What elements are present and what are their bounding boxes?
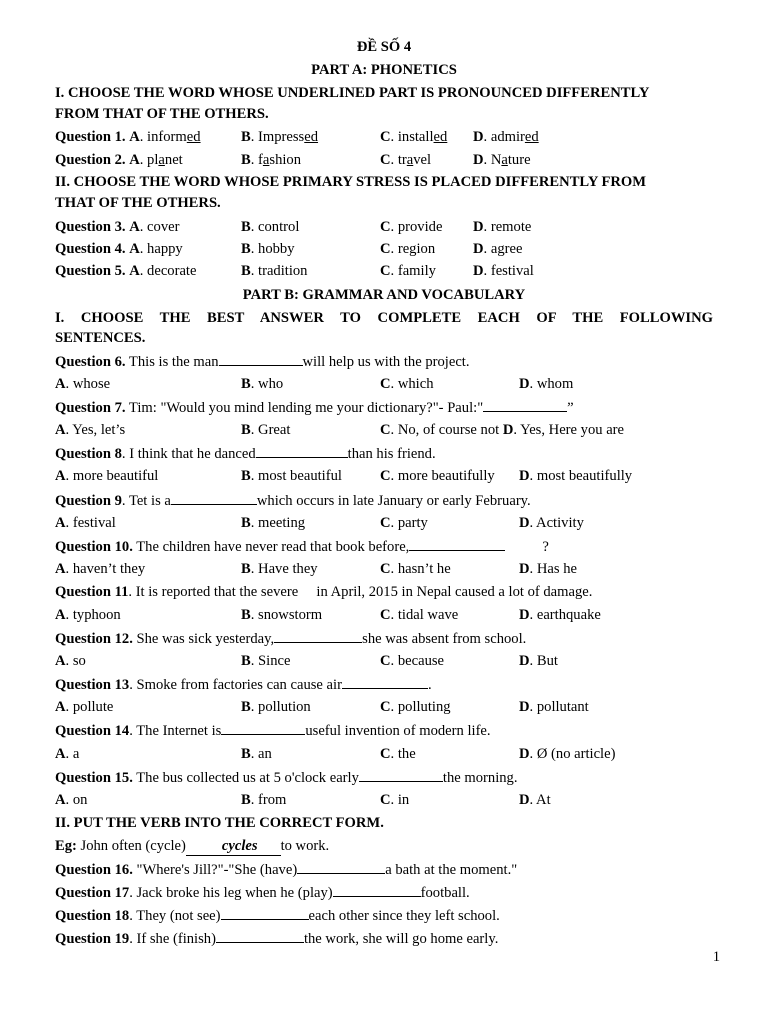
section-b1-heading-cont: SENTENCES. [55,330,146,346]
section-ii-heading: II. CHOOSE THE WORD WHOSE PRIMARY STRESS IS PLACED DIFFERENTLY FROM [55,174,647,190]
answer-blank [333,883,421,897]
section-b2-heading: II. PUT THE VERB INTO THE CORRECT FORM. [55,815,384,831]
answer-blank [342,675,428,689]
question-19: Question 19. If she (finish) the work, she will go home early. [55,931,499,947]
answer-blank [171,491,257,505]
answer-blank [219,352,303,366]
section-ii-heading-cont: THAT OF THE OTHERS. [55,195,221,211]
answer-blank [359,768,443,782]
answer-blank [274,629,362,643]
question-7: Question 7. Tim: "Would you mind lending me your dictionary?"- Paul:" ” [55,400,574,416]
question-8: Question 8. I think that he danced than his friend. [55,446,436,462]
part-b-heading: PART B: GRAMMAR AND VOCABULARY [242,287,526,303]
question-14: Question 14. The Internet is useful invention of modern life. [55,723,491,739]
example-line: Eg: John often (cycle) cycles to work. [55,838,330,854]
answer-blank [483,398,567,412]
question-12: Question 12. She was sick yesterday, she was absent from school. [55,631,527,647]
part-a-heading: PART A: PHONETICS [311,62,457,78]
answer-blank [216,929,304,943]
answer-blank [256,444,348,458]
question-18: Question 18. They (not see) each other since they left school. [55,908,500,924]
question-6: Question 6. This is the man will help us with the project. [55,354,470,370]
section-b1-heading: I. CHOOSE THE BEST ANSWER TO COMPLETE EACH OF THE FOLLOWING [55,310,713,326]
question-16: Question 16. "Where's Jill?"-"She (have) a bath at the moment." [55,862,518,878]
answer-blank [221,906,309,920]
page-number: 1 [712,949,720,965]
answer-blank [409,537,505,551]
question-11: Question 11. It is reported that the severe in April, 2015 in Nepal caused a lot of damage. [55,584,593,600]
section-i-heading-cont: FROM THAT OF THE OTHERS. [55,106,269,122]
question-9: Question 9. Tet is a which occurs in late January or early February. [55,493,531,509]
question-13: Question 13. Smoke from factories can cause air . [55,677,432,693]
answer-blank [221,721,305,735]
question-17: Question 17. Jack broke his leg when he (play) football. [55,885,470,901]
doc-title: ĐỀ SỐ 4 [356,39,412,55]
question-10: Question 10. The children have never read that book before, ? [55,539,549,555]
example-answer: cycles [186,837,281,856]
section-i-heading: I. CHOOSE THE WORD WHOSE UNDERLINED PART IS PRONOUNCED DIFFERENTLY [55,85,650,101]
answer-blank [297,860,385,874]
question-15: Question 15. The bus collected us at 5 o'clock early the morning. [55,770,518,786]
